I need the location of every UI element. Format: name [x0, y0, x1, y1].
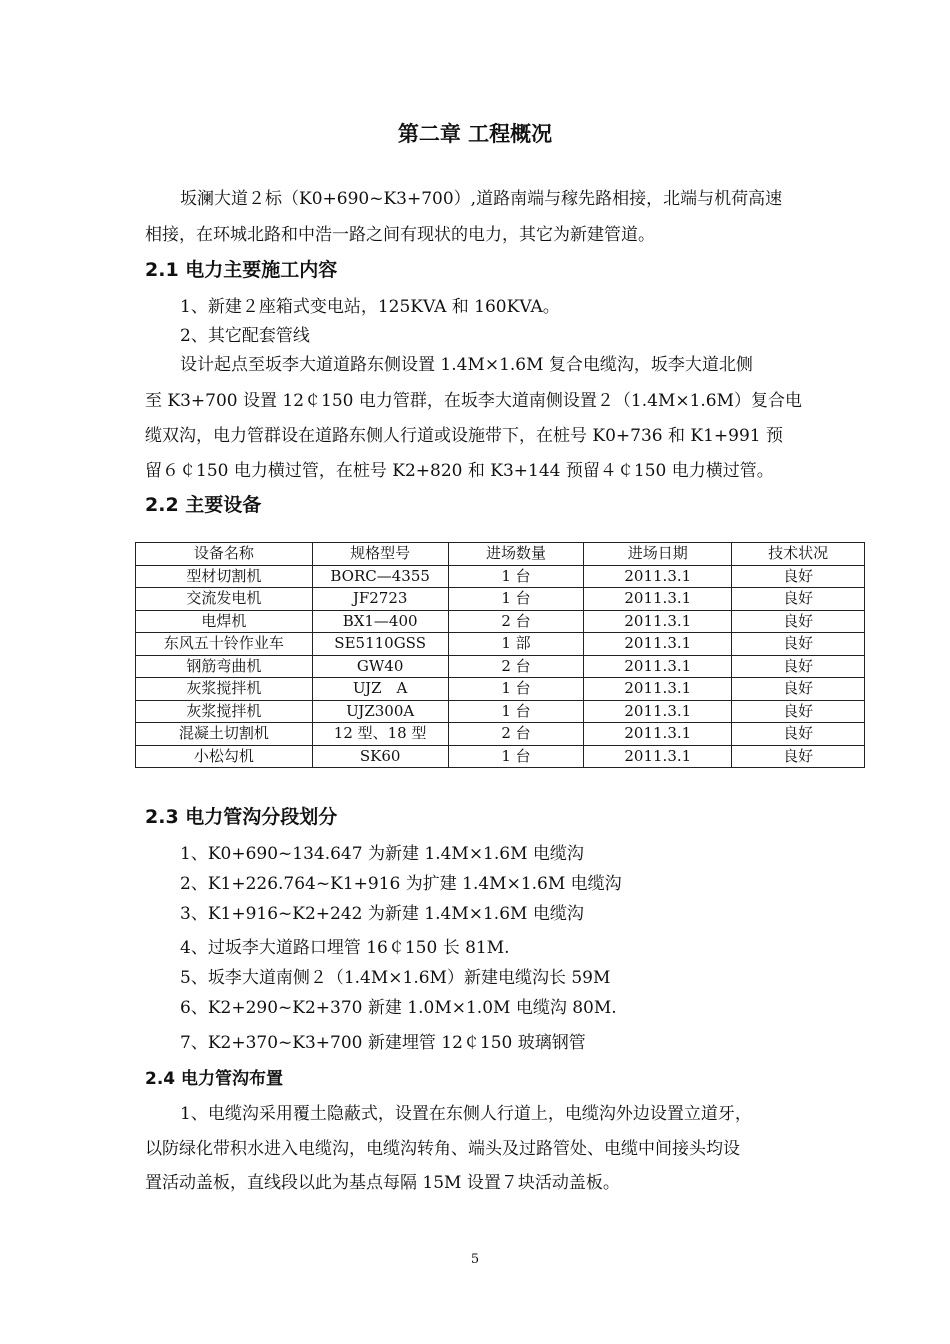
cell-model: SE5110GSS: [312, 633, 448, 656]
cell-condition: 良好: [732, 700, 865, 723]
cell-condition: 良好: [732, 610, 865, 633]
section-2-1-para-line: 至 K3+700 设置 12￠150 电力管群，在坂李大道南侧设置２（1.4M×1.6M）复合电: [145, 391, 803, 411]
page-number: 5: [470, 1252, 480, 1267]
cell-quantity: 1 部: [448, 633, 584, 656]
cell-equipment-name: 灰浆搅拌机: [136, 678, 313, 701]
table-row: [136, 655, 865, 678]
cell-equipment-name: 型材切割机: [136, 565, 313, 588]
header-cell: 进场日期: [584, 543, 732, 566]
section-2-1-para-line: 设计起点至坂李大道道路东侧设置 1.4M×1.6M 复合电缆沟，坂李大道北侧: [180, 355, 753, 375]
table-header-row: [136, 543, 865, 566]
cell-date: 2011.3.1: [584, 723, 732, 746]
cell-model: BX1—400: [312, 610, 448, 633]
cell-quantity: 1 台: [448, 745, 584, 768]
cell-model: BORC—4355: [312, 565, 448, 588]
section-2-3-item: 7、K2+370~K3+700 新建埋管 12￠150 玻璃钢管: [180, 1033, 586, 1053]
cell-quantity: 1 台: [448, 565, 584, 588]
cell-quantity: 1 台: [448, 678, 584, 701]
cell-date: 2011.3.1: [584, 565, 732, 588]
cell-quantity: 2 台: [448, 655, 584, 678]
section-2-4-heading: 2.4 电力管沟布置: [145, 1069, 284, 1089]
cell-condition: 良好: [732, 745, 865, 768]
cell-equipment-name: 混凝土切割机: [136, 723, 313, 746]
cell-condition: 良好: [732, 565, 865, 588]
cell-condition: 良好: [732, 655, 865, 678]
cell-equipment-name: 灰浆搅拌机: [136, 700, 313, 723]
section-2-1-para-line: 留６￠150 电力横过管，在桩号 K2+820 和 K3+144 预留４￠150 电力横过管。: [145, 461, 774, 481]
chapter-title: 第二章 工程概况: [397, 122, 553, 146]
cell-model: 12 型、18 型: [312, 723, 448, 746]
cell-condition: 良好: [732, 633, 865, 656]
section-2-3-item: 1、K0+690~134.647 为新建 1.4M×1.6M 电缆沟: [180, 844, 584, 864]
header-cell: 技术状况: [732, 543, 865, 566]
table-row: [136, 610, 865, 633]
cell-equipment-name: 钢筋弯曲机: [136, 655, 313, 678]
section-2-3-item: 3、K1+916~K2+242 为新建 1.4M×1.6M 电缆沟: [180, 904, 584, 924]
table-row: [136, 700, 865, 723]
cell-equipment-name: 电焊机: [136, 610, 313, 633]
cell-date: 2011.3.1: [584, 633, 732, 656]
cell-date: 2011.3.1: [584, 700, 732, 723]
section-2-3-item: 6、K2+290~K2+370 新建 1.0M×1.0M 电缆沟 80M.: [180, 998, 617, 1018]
cell-date: 2011.3.1: [584, 745, 732, 768]
header-cell: 进场数量: [448, 543, 584, 566]
section-2-1-item-1: 1、新建２座箱式变电站，125KVA 和 160KVA。: [180, 297, 560, 317]
table-row: [136, 678, 865, 701]
cell-date: 2011.3.1: [584, 678, 732, 701]
section-2-2-heading: 2.2 主要设备: [145, 494, 262, 516]
section-2-3-item: 2、K1+226.764~K1+916 为扩建 1.4M×1.6M 电缆沟: [180, 874, 622, 894]
section-2-4-para-line: 1、电缆沟采用覆土隐蔽式，设置在东侧人行道上，电缆沟外边设置立道牙，: [180, 1104, 752, 1124]
table-row: [136, 633, 865, 656]
header-cell: 设备名称: [136, 543, 313, 566]
section-2-3-item: 5、坂李大道南侧２（1.4M×1.6M）新建电缆沟长 59M: [180, 968, 611, 988]
intro-line-1: 坂澜大道２标（K0+690~K3+700）,道路南端与稼先路相接，北端与机荷高速: [180, 189, 783, 209]
cell-quantity: 1 台: [448, 588, 584, 611]
cell-quantity: 1 台: [448, 700, 584, 723]
table-row: [136, 565, 865, 588]
section-2-3-item: 4、过坂李大道路口埋管 16￠150 长 81M.: [180, 938, 510, 958]
cell-condition: 良好: [732, 588, 865, 611]
section-2-4-para-line: 置活动盖板，直线段以此为基点每隔 15M 设置７块活动盖板。: [145, 1173, 620, 1193]
cell-model: GW40: [312, 655, 448, 678]
intro-line-2: 相接，在环城北路和中浩一路之间有现状的电力，其它为新建管道。: [145, 225, 655, 245]
header-cell: 规格型号: [312, 543, 448, 566]
section-2-1-item-2: 2、其它配套管线: [180, 326, 310, 346]
cell-model: JF2723: [312, 588, 448, 611]
equipment-table: [135, 542, 865, 768]
section-2-1-para-line: 缆双沟，电力管群设在道路东侧人行道或设施带下，在桩号 K0+736 和 K1+991 预: [145, 426, 784, 446]
cell-equipment-name: 东风五十铃作业车: [136, 633, 313, 656]
cell-date: 2011.3.1: [584, 655, 732, 678]
table-row: [136, 745, 865, 768]
section-2-4-para-line: 以防绿化带积水进入电缆沟，电缆沟转角、端头及过路管处、电缆中间接头均设: [145, 1139, 740, 1159]
cell-date: 2011.3.1: [584, 588, 732, 611]
cell-model: UJZ A: [312, 678, 448, 701]
cell-condition: 良好: [732, 723, 865, 746]
cell-equipment-name: 小松勾机: [136, 745, 313, 768]
section-2-3-heading: 2.3 电力管沟分段划分: [145, 806, 338, 828]
cell-date: 2011.3.1: [584, 610, 732, 633]
section-2-1-heading: 2.1 电力主要施工内容: [145, 259, 338, 281]
table-row: [136, 723, 865, 746]
cell-model: UJZ300A: [312, 700, 448, 723]
cell-condition: 良好: [732, 678, 865, 701]
table-row: [136, 588, 865, 611]
cell-equipment-name: 交流发电机: [136, 588, 313, 611]
cell-quantity: 2 台: [448, 610, 584, 633]
cell-model: SK60: [312, 745, 448, 768]
cell-quantity: 2 台: [448, 723, 584, 746]
